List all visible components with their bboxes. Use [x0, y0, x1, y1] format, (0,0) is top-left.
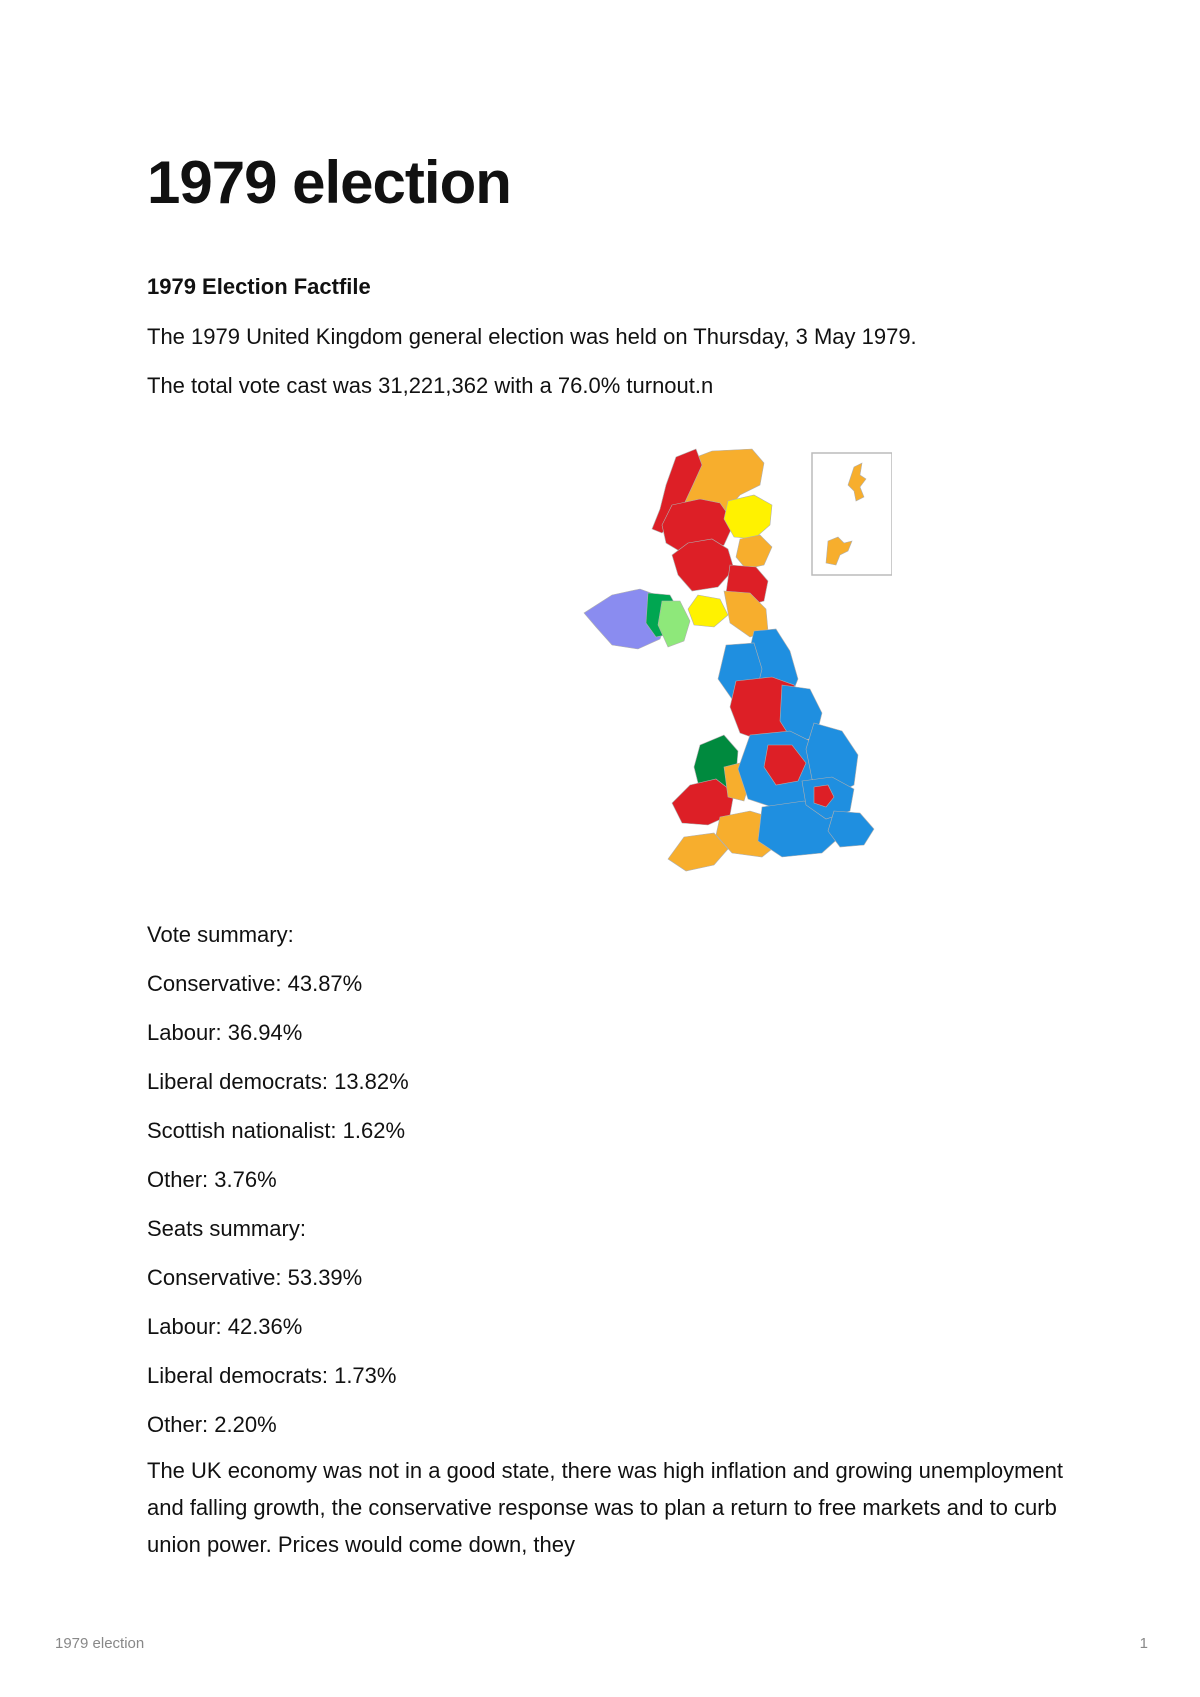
vote-summary-item: Other: 3.76% [147, 1167, 277, 1192]
seats-summary-item: Conservative: 53.39% [147, 1265, 363, 1290]
vote-summary-item: Scottish nationalist: 1.62% [147, 1118, 406, 1143]
factfile-heading: 1979 Election Factfile [147, 274, 371, 299]
seats-summary-label: Seats summary: [147, 1216, 306, 1241]
footer-page-number: 1 [1139, 1635, 1148, 1652]
islands-inset-frame [812, 453, 892, 575]
ni-east-region [658, 601, 690, 647]
southern-uplands-region [688, 595, 728, 627]
vote-summary-item: Labour: 36.94% [147, 1020, 303, 1045]
page-title: 1979 election [147, 149, 511, 216]
uk-election-map [462, 445, 892, 875]
shetland-shape [848, 463, 866, 501]
cornwall-devon-region [668, 833, 728, 871]
seats-summary-item: Other: 2.20% [147, 1412, 277, 1437]
economy-paragraph: The UK economy was not in a good state, there was high inflation and growing unemployment and falling growth, the conservative response was to plan a return to free markets and to curb union power. Prices would come down, they [147, 1458, 1063, 1557]
vote-summary-label: Vote summary: [147, 922, 294, 947]
footer-document-title: 1979 election [55, 1635, 145, 1652]
vote-summary-item: Conservative: 43.87% [147, 971, 363, 996]
document-page [147, 0, 1077, 1697]
intro-line-date: The 1979 United Kingdom general election was held on Thursday, 3 May 1979. [147, 324, 917, 349]
seats-summary-item: Liberal democrats: 1.73% [147, 1363, 397, 1388]
fife-region [736, 535, 772, 569]
seats-summary-item: Labour: 42.36% [147, 1314, 303, 1339]
orkney-shape [826, 537, 852, 565]
tayside-region [724, 495, 772, 539]
intro-line-turnout: The total vote cast was 31,221,362 with a 76.0% turnout.n [147, 373, 714, 398]
vote-summary-item: Liberal democrats: 13.82% [147, 1069, 409, 1094]
